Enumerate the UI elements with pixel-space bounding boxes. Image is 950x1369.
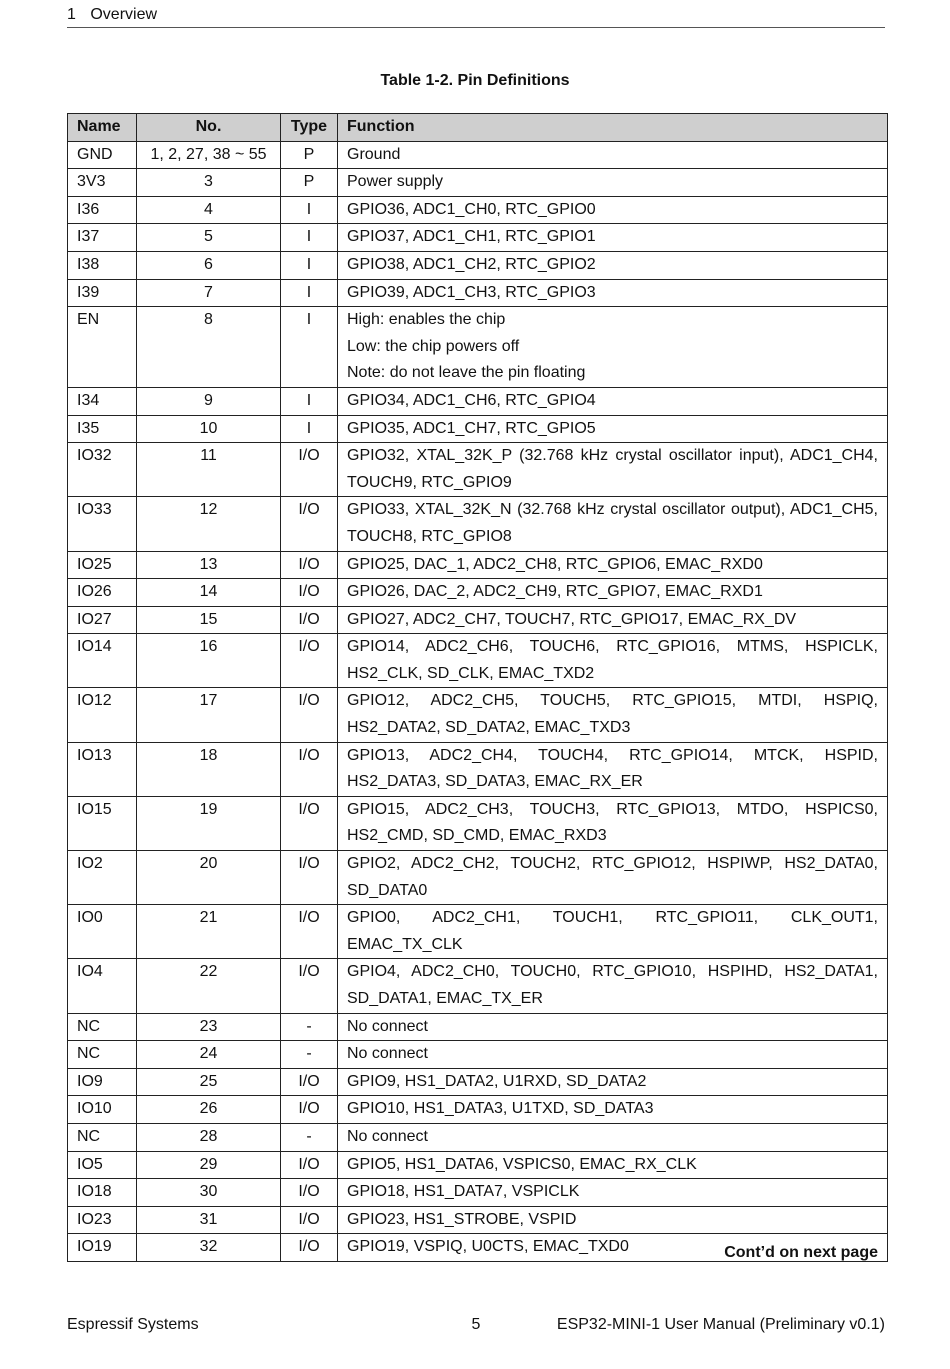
cell-name: IO23 xyxy=(68,1206,137,1234)
footer-document-title: ESP32-MINI-1 User Manual (Preliminary v0.1) xyxy=(556,1316,885,1333)
cell-number: 24 xyxy=(137,1041,281,1069)
cell-number: 14 xyxy=(137,579,281,607)
cell-function: GPIO4, ADC2_CH0, TOUCH0, RTC_GPIO10, HSPIHD, HS2_DATA1, SD_DATA1, EMAC_TX_ER xyxy=(338,959,888,1013)
cell-name: IO4 xyxy=(68,959,137,1013)
table-row xyxy=(68,1013,888,1041)
cell-type: I/O xyxy=(281,634,338,688)
cell-number: 26 xyxy=(137,1096,281,1124)
cell-function: GPIO23, HS1_STROBE, VSPID xyxy=(338,1206,888,1234)
cell-type: I/O xyxy=(281,579,338,607)
cell-number: 32 xyxy=(137,1234,281,1262)
cell-name: GND xyxy=(68,141,137,169)
cell-number: 28 xyxy=(137,1123,281,1151)
cell-type: I/O xyxy=(281,688,338,742)
cell-function: GPIO10, HS1_DATA3, U1TXD, SD_DATA3 xyxy=(338,1096,888,1124)
table-row xyxy=(68,796,888,850)
cell-function: No connect xyxy=(338,1013,888,1041)
table-row xyxy=(68,141,888,169)
cell-type: I xyxy=(281,251,338,279)
cell-function: GPIO34, ADC1_CH6, RTC_GPIO4 xyxy=(338,387,888,415)
cell-name: IO13 xyxy=(68,742,137,796)
table-row xyxy=(68,1096,888,1124)
cell-type: I xyxy=(281,224,338,252)
cell-number: 3 xyxy=(137,169,281,197)
cell-function: GPIO37, ADC1_CH1, RTC_GPIO1 xyxy=(338,224,888,252)
cell-type: I/O xyxy=(281,796,338,850)
cell-number: 29 xyxy=(137,1151,281,1179)
page-footer xyxy=(67,1316,885,1334)
table-row xyxy=(68,169,888,197)
cell-name: IO14 xyxy=(68,634,137,688)
cell-type: - xyxy=(281,1041,338,1069)
cell-type: I/O xyxy=(281,551,338,579)
cell-name: IO25 xyxy=(68,551,137,579)
table-body xyxy=(68,141,888,1261)
cell-type: I/O xyxy=(281,959,338,1013)
table-row xyxy=(68,224,888,252)
cell-number: 16 xyxy=(137,634,281,688)
cell-name: IO18 xyxy=(68,1179,137,1207)
cell-number: 21 xyxy=(137,905,281,959)
cell-name: I39 xyxy=(68,279,137,307)
cell-type: I/O xyxy=(281,905,338,959)
table-row xyxy=(68,415,888,443)
cell-function: GPIO18, HS1_DATA7, VSPICLK xyxy=(338,1179,888,1207)
footer-page-number: 5 xyxy=(471,1316,481,1333)
cell-function: GPIO13, ADC2_CH4, TOUCH4, RTC_GPIO14, MTCK, HSPID, HS2_DATA3, SD_DATA3, EMAC_RX_ER xyxy=(338,742,888,796)
cell-name: IO27 xyxy=(68,606,137,634)
cell-function: Power supply xyxy=(338,169,888,197)
cell-function: GPIO5, HS1_DATA6, VSPICS0, EMAC_RX_CLK xyxy=(338,1151,888,1179)
cell-type: I/O xyxy=(281,742,338,796)
cell-type: I/O xyxy=(281,1068,338,1096)
cell-number: 12 xyxy=(137,497,281,551)
table-row xyxy=(68,279,888,307)
table-title: Table 1-2. Pin Definitions xyxy=(380,72,570,89)
cell-type: I xyxy=(281,387,338,415)
column-header-name: Name xyxy=(68,114,137,142)
cell-function: GPIO32, XTAL_32K_P (32.768 kHz crystal oscillator input), ADC1_CH4, TOUCH9, RTC_GPIO9 xyxy=(338,443,888,497)
cell-number: 18 xyxy=(137,742,281,796)
table-row xyxy=(68,1041,888,1069)
cell-function: GPIO12, ADC2_CH5, TOUCH5, RTC_GPIO15, MTDI, HSPIQ, HS2_DATA2, SD_DATA2, EMAC_TXD3 xyxy=(338,688,888,742)
cell-function xyxy=(338,307,888,388)
cell-name: IO19 xyxy=(68,1234,137,1262)
cell-function: GPIO27, ADC2_CH7, TOUCH7, RTC_GPIO17, EMAC_RX_DV xyxy=(338,606,888,634)
cell-number: 31 xyxy=(137,1206,281,1234)
cell-function: GPIO38, ADC1_CH2, RTC_GPIO2 xyxy=(338,251,888,279)
table-row xyxy=(68,551,888,579)
table-row xyxy=(68,196,888,224)
cell-number: 19 xyxy=(137,796,281,850)
cell-type: I/O xyxy=(281,497,338,551)
cell-name: EN xyxy=(68,307,137,388)
cell-type: I/O xyxy=(281,1151,338,1179)
cell-function: No connect xyxy=(338,1041,888,1069)
table-row xyxy=(68,1206,888,1234)
cell-number: 13 xyxy=(137,551,281,579)
table-row xyxy=(68,443,888,497)
cell-type: I/O xyxy=(281,1206,338,1234)
function-line: High: enables the chip xyxy=(347,311,506,329)
cell-type: P xyxy=(281,141,338,169)
cell-type: - xyxy=(281,1123,338,1151)
column-header-no: No. xyxy=(137,114,281,142)
cell-name: IO9 xyxy=(68,1068,137,1096)
table-row xyxy=(68,851,888,905)
cell-name: I37 xyxy=(68,224,137,252)
cell-function: GPIO0, ADC2_CH1, TOUCH1, RTC_GPIO11, CLK_OUT1, EMAC_TX_CLK xyxy=(338,905,888,959)
cell-number: 17 xyxy=(137,688,281,742)
cell-function: GPIO39, ADC1_CH3, RTC_GPIO3 xyxy=(338,279,888,307)
cell-name: NC xyxy=(68,1123,137,1151)
cell-type: - xyxy=(281,1013,338,1041)
table-row xyxy=(68,251,888,279)
cell-function: GPIO26, DAC_2, ADC2_CH9, RTC_GPIO7, EMAC_RXD1 xyxy=(338,579,888,607)
cell-type: I/O xyxy=(281,1096,338,1124)
cell-type: I xyxy=(281,415,338,443)
cell-name: IO0 xyxy=(68,905,137,959)
column-header-type: Type xyxy=(281,114,338,142)
table-row xyxy=(68,1151,888,1179)
cell-number: 5 xyxy=(137,224,281,252)
cell-type: P xyxy=(281,169,338,197)
cell-function: GPIO33, XTAL_32K_N (32.768 kHz crystal oscillator output), ADC1_CH5, TOUCH8, RTC_GPIO8 xyxy=(338,497,888,551)
footer-company: Espressif Systems xyxy=(67,1316,199,1333)
table-row xyxy=(68,387,888,415)
cell-number: 30 xyxy=(137,1179,281,1207)
cell-function: GPIO25, DAC_1, ADC2_CH8, RTC_GPIO6, EMAC_RXD0 xyxy=(338,551,888,579)
cell-name: I34 xyxy=(68,387,137,415)
cell-number: 10 xyxy=(137,415,281,443)
cell-function: Ground xyxy=(338,141,888,169)
table-row xyxy=(68,497,888,551)
cell-name: IO33 xyxy=(68,497,137,551)
cell-type: I/O xyxy=(281,851,338,905)
cell-name: IO10 xyxy=(68,1096,137,1124)
table-row xyxy=(68,579,888,607)
table-row xyxy=(68,742,888,796)
cell-type: I/O xyxy=(281,606,338,634)
cell-name: IO15 xyxy=(68,796,137,850)
cell-number: 23 xyxy=(137,1013,281,1041)
cell-function: GPIO14, ADC2_CH6, TOUCH6, RTC_GPIO16, MTMS, HSPICLK, HS2_CLK, SD_CLK, EMAC_TXD2 xyxy=(338,634,888,688)
table-header-row xyxy=(68,114,888,142)
continued-note: Cont’d on next page xyxy=(724,1244,878,1261)
cell-number: 6 xyxy=(137,251,281,279)
table-row xyxy=(68,307,888,388)
function-line: Note: do not leave the pin floating xyxy=(347,364,586,382)
cell-number: 25 xyxy=(137,1068,281,1096)
section-title: Overview xyxy=(90,6,158,23)
table-row xyxy=(68,606,888,634)
function-line: Low: the chip powers off xyxy=(347,337,520,355)
cell-name: I36 xyxy=(68,196,137,224)
cell-number: 15 xyxy=(137,606,281,634)
cell-name: IO26 xyxy=(68,579,137,607)
cell-name: IO12 xyxy=(68,688,137,742)
cell-function: GPIO19, VSPIQ, U0CTS, EMAC_TXD0 xyxy=(338,1234,888,1262)
column-header-function: Function xyxy=(338,114,888,142)
cell-number: 1, 2, 27, 38 ~ 55 xyxy=(137,141,281,169)
section-number: 1 xyxy=(67,6,76,23)
cell-number: 11 xyxy=(137,443,281,497)
cell-number: 4 xyxy=(137,196,281,224)
table-row xyxy=(68,1179,888,1207)
cell-name: NC xyxy=(68,1013,137,1041)
cell-name: NC xyxy=(68,1041,137,1069)
cell-function: GPIO15, ADC2_CH3, TOUCH3, RTC_GPIO13, MTDO, HSPICS0, HS2_CMD, SD_CMD, EMAC_RXD3 xyxy=(338,796,888,850)
cell-name: 3V3 xyxy=(68,169,137,197)
cell-number: 7 xyxy=(137,279,281,307)
cell-type: I xyxy=(281,307,338,388)
cell-function: GPIO9, HS1_DATA2, U1RXD, SD_DATA2 xyxy=(338,1068,888,1096)
cell-number: 22 xyxy=(137,959,281,1013)
cell-function: GPIO35, ADC1_CH7, RTC_GPIO5 xyxy=(338,415,888,443)
cell-name: I38 xyxy=(68,251,137,279)
cell-number: 9 xyxy=(137,387,281,415)
table-row xyxy=(68,1123,888,1151)
table-row xyxy=(68,959,888,1013)
cell-name: IO2 xyxy=(68,851,137,905)
table-row xyxy=(68,688,888,742)
cell-type: I/O xyxy=(281,443,338,497)
table-row xyxy=(68,905,888,959)
cell-type: I xyxy=(281,279,338,307)
cell-function: GPIO36, ADC1_CH0, RTC_GPIO0 xyxy=(338,196,888,224)
cell-type: I/O xyxy=(281,1179,338,1207)
cell-number: 20 xyxy=(137,851,281,905)
cell-name: I35 xyxy=(68,415,137,443)
page-header xyxy=(67,5,885,28)
cell-name: IO32 xyxy=(68,443,137,497)
table-row xyxy=(68,1068,888,1096)
cell-name: IO5 xyxy=(68,1151,137,1179)
cell-function: GPIO2, ADC2_CH2, TOUCH2, RTC_GPIO12, HSPIWP, HS2_DATA0, SD_DATA0 xyxy=(338,851,888,905)
pin-definitions-table xyxy=(67,113,888,1262)
cell-type: I/O xyxy=(281,1234,338,1262)
cell-function: No connect xyxy=(338,1123,888,1151)
cell-type: I xyxy=(281,196,338,224)
table-row xyxy=(68,634,888,688)
cell-number: 8 xyxy=(137,307,281,388)
